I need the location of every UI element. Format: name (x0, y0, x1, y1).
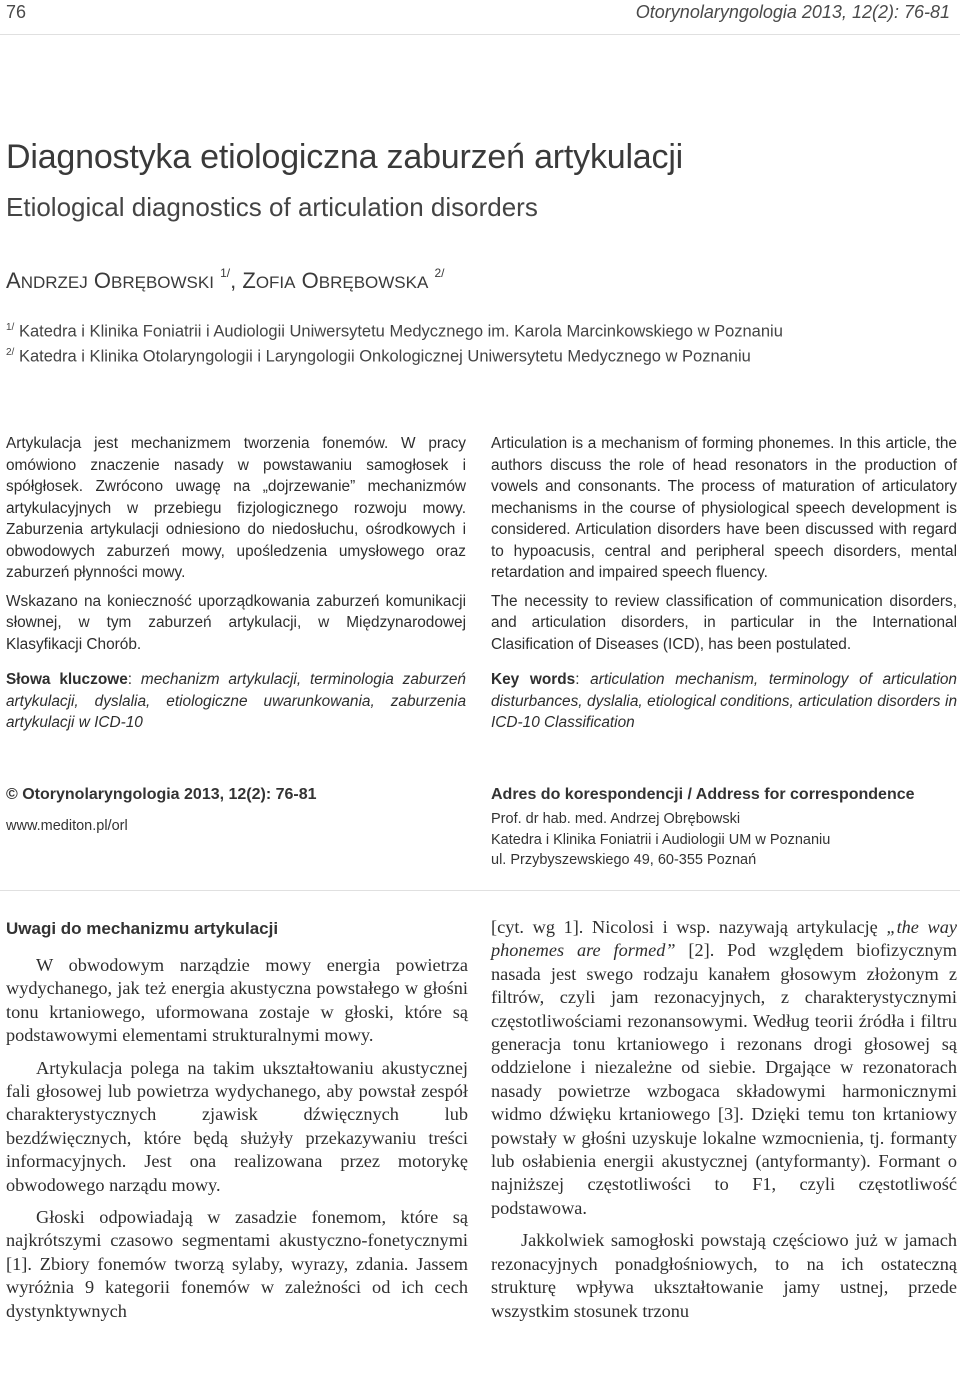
affiliation-1: $^{1/}$ Katedra i Klinika Foniatrii i Audiologii Uniwersytetu Medycznego im. Karola Marcinkowskiego w Poznaniu (6, 322, 783, 341)
copyright-citation: © Otorynolaryngologia 2013, 12(2): 76-81 (6, 786, 317, 803)
abstract-english (491, 433, 957, 741)
body-left-column (6, 954, 468, 1332)
body-paragraph: Głoski odpowiadają w zasadzie fonemom, które są najkrótszymi czasowo segmentami akustyczno-fonetycznymi [1]. Zbiory fonemów tworzą sylaby, wyrazy, zdania. Jassem wyróżnia 9 kategorii fonemów w zależności od ich cech dystynktywnych (6, 1207, 468, 1321)
author-list: ANDRZEJ OBRĘBOWSKI $^{1/}$, ZOFIA OBRĘBOWSKA $^{2/}$ (6, 266, 445, 293)
author-1: ANDRZEJ OBRĘBOWSKI $^{1/}$ (6, 266, 231, 293)
article-title-english: Etiological diagnostics of articulation disorders (6, 192, 538, 222)
keywords-english: Key words: articulation mechanism, terminology of articulation disturbances, dyslalia, etiological conditions, articulation disorders in ICD-10 Classification (491, 671, 957, 731)
abstract-english-paragraph: Articulation is a mechanism of forming phonemes. In this article, the authors discuss the role of head resonators in the production of vowels and consonants. The process of maturation of articulatory mechanisms in the course of physiological speech development is considered. Articulation disorders have been discussed with regard to hypoacusis, central and peripheral speech disorders, mental retardation and impaired speech fluency. (491, 435, 957, 581)
header-divider (0, 34, 960, 35)
abstract-polish-paragraph: Artykulacja jest mechanizmem tworzenia fonemów. W pracy omówiono znaczenie nasady w powstawaniu samogłosek i spółgłosek. Zwrócono uwagę na „dojrzewanie” mechanizmów artykulacyjnych w przebiegu fizjologicznego rozwoju mowy. Zaburzenia artykulacji odniesiono do niedosłuchu, ośrodkowych i obwodowych zaburzeń mowy, upośledzenia umysłowego oraz zaburzeń płynności mowy. (6, 435, 466, 581)
article-title-polish: Diagnostyka etiologiczna zaburzeń artykulacji (6, 138, 684, 176)
body-paragraph: Jakkolwiek samogłoski powstają częściowo już w jamach rezonacyjnych ponadgłośniowych, to na ich ostateczną strukturę wpływa ukształtowanie jamy ustnej, przede wszystkim stosunek trzonu (491, 1230, 957, 1321)
abstract-polish (6, 433, 466, 741)
correspondence-street: ul. Przybyszewskiego 49, 60-355 Poznań (491, 852, 757, 868)
author-1-affiliation-marker: 1/ (220, 266, 231, 280)
journal-website-link[interactable]: www.mediton.pl/orl (6, 818, 128, 834)
body-paragraph: Artykulacja polega na takim ukształtowaniu akustycznej fali głosowej lub powietrza wydychanego, aby powstał zespół charakterystycznych zjawisk dźwięcznych lub bezdźwięcznych, które będą służyły przekazywaniu treści informacyjnych. Jest ona realizowana przez motorykę obwodowego narządu mowy. (6, 1057, 468, 1195)
body-paragraph: [cyt. wg 1]. Nicolosi i wsp. nazywają artykulację „the way phonemes are formed” [2]. Pod względem biofizycznym nasada jest swego rodzaju kanałem głosowym złożonym z filtrów, czyli jam rezonacyjnych, z charakterystycznymi częstotliwościami rezonansowymi. Według teorii źródła i filtru generacja tonu krtaniowego i rezonans drogi głosowej są oddzielone i niezależne od siebie. Drgające w rezonatorach nasady powietrze wzbogaca składowymi harmonicznymi widmo dźwięku krtaniowego [3]. Dzięki temu ton krtaniowy powstały w głośni uzyskuje lokalne wzmocnienia, tj. formanty lub osłabienia energii akustycznej (antyformanty). Formant o najniższej częstotliwości to F1, czyli częstotliwość podstawowa. (491, 917, 957, 1218)
body-right-column (491, 916, 957, 1332)
author-2: ZOFIA OBRĘBOWSKA $^{2/}$ (242, 266, 445, 293)
page-number: 76 (6, 2, 27, 22)
keywords-polish: Słowa kluczowe: mechanizm artykulacji, terminologia zaburzeń artykulacji, dyslalia, etiologiczne uwarunkowania, zaburzenia artykulacji w ICD-10 (6, 671, 466, 731)
journal-reference: Otorynolaryngologia 2013, 12(2): 76-81 (635, 2, 950, 22)
section-divider (0, 890, 960, 891)
body-paragraph: W obwodowym narządzie mowy energia powietrza wydychanego, jak też energia akustyczna powstałego w głośni tonu krtaniowego, uformowana zostaje w głoski, które są podstawowymi elementami strukturalnymi mowy. (6, 955, 468, 1046)
affiliation-2: $^{2/}$ Katedra i Klinika Otolaryngologii i Laryngologii Onkologicznej Uniwersytetu Medycznego w Poznaniu (6, 347, 751, 366)
quoted-definition: „the way phonemes are formed” (491, 917, 957, 961)
abstract-english-paragraph: The necessity to review classification of communication disorders, and articulation disorders, in particular in the International Clasification of Diseases (ICD), has been postulated. (491, 592, 957, 653)
abstract-polish-paragraph: Wskazano na konieczność uporządkowania zaburzeń komunikacji słownej, w tym zaburzeń artykulacji, w Międzynarodowej Klasyfikacji Chorób. (6, 592, 466, 653)
correspondence-title: Adres do korespondencji / Address for correspondence (491, 786, 915, 803)
section-heading: Uwagi do mechanizmu artykulacji (6, 919, 279, 938)
correspondence-department: Katedra i Klinika Foniatrii i Audiologii UM w Poznaniu (491, 832, 831, 848)
correspondence-name: Prof. dr hab. med. Andrzej Obrębowski (491, 811, 741, 827)
author-2-affiliation-marker: 2/ (434, 266, 445, 280)
